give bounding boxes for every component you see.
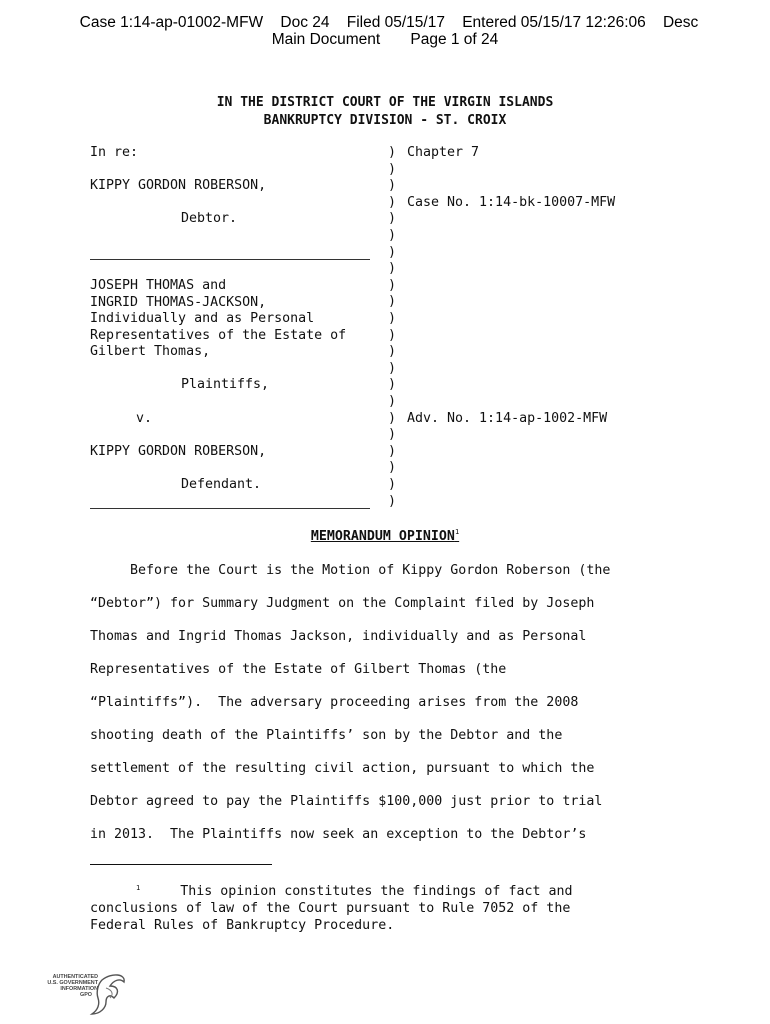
caption-paren: ) bbox=[388, 410, 397, 426]
case-number: Case No. 1:14-bk-10007-MFW bbox=[407, 195, 616, 210]
caption-paren: ) bbox=[388, 294, 397, 310]
caption-paren: ) bbox=[388, 161, 397, 177]
plaintiff-line: INGRID THOMAS-JACKSON, bbox=[90, 295, 267, 310]
body-line: in 2013. The Plaintiffs now seek an exception to the Debtor’s bbox=[90, 827, 587, 842]
gpo-authentication-logo bbox=[40, 970, 130, 1018]
caption-paren: ) bbox=[388, 244, 397, 260]
logo-line3: INFORMATION bbox=[60, 986, 98, 992]
body-line: Before the Court is the Motion of Kippy Gordon Roberson (the bbox=[90, 563, 611, 578]
footnote bbox=[90, 880, 572, 934]
defendant-label: Defendant. bbox=[181, 477, 262, 492]
plaintiff-line: Representatives of the Estate of bbox=[90, 328, 347, 343]
footnote-line1: This opinion constitutes the findings of fact and bbox=[180, 884, 573, 899]
logo-line4: GPO bbox=[80, 992, 92, 998]
versus-label: v. bbox=[136, 411, 153, 426]
filing-stamp-line2: Main Document Page 1 of 24 bbox=[271, 31, 499, 48]
body-line: “Plaintiffs”). The adversary proceeding arises from the 2008 bbox=[90, 695, 579, 710]
caption-paren: ) bbox=[388, 311, 397, 326]
logo-line2: U.S. GOVERNMENT bbox=[47, 980, 98, 986]
caption-paren: ) bbox=[388, 194, 397, 210]
debtor-label: Debtor. bbox=[181, 211, 238, 226]
body-line: “Debtor”) for Summary Judgment on the Complaint filed by Joseph bbox=[90, 596, 595, 611]
caption-paren: ) bbox=[388, 277, 397, 293]
chapter-label: Chapter 7 bbox=[407, 145, 480, 160]
court-heading bbox=[0, 94, 770, 130]
adversary-number: Adv. No. 1:14-ap-1002-MFW bbox=[407, 411, 608, 426]
plaintiff-line: Individually and as Personal bbox=[90, 311, 315, 326]
plaintiff-line: Gilbert Thomas, bbox=[90, 344, 211, 359]
caption-paren: ) bbox=[388, 327, 397, 343]
footnote-marker: 1 bbox=[136, 884, 141, 892]
caption-paren: ) bbox=[388, 178, 397, 194]
logo-line1: AUTHENTICATED bbox=[52, 974, 98, 980]
caption-paren: ) bbox=[388, 443, 397, 459]
title-footnote-marker: 1 bbox=[454, 528, 460, 536]
caption-paren: ) bbox=[388, 261, 397, 277]
plaintiff-line: JOSEPH THOMAS and bbox=[90, 278, 227, 293]
gpo-eagle-icon bbox=[40, 970, 130, 1018]
caption-paren: ) bbox=[388, 228, 397, 243]
caption-paren: ) bbox=[388, 211, 397, 227]
plaintiffs-label: Plaintiffs, bbox=[181, 377, 270, 392]
caption-paren: ) bbox=[388, 460, 397, 476]
caption-paren: ) bbox=[388, 493, 397, 509]
caption-paren: ) bbox=[388, 344, 397, 360]
footnote-line3: Federal Rules of Bankruptcy Procedure. bbox=[90, 918, 395, 933]
document-title bbox=[0, 528, 770, 544]
caption-paren: ) bbox=[388, 360, 397, 376]
filing-stamp-line1: Case 1:14-ap-01002-MFW Doc 24 Filed 05/15/17 Entered 05/15/17 12:26:06 Desc bbox=[79, 14, 699, 31]
debtor-name: KIPPY GORDON ROBERSON, bbox=[90, 178, 267, 193]
body-line: settlement of the resulting civil action, pursuant to which the bbox=[90, 761, 595, 776]
caption-paren: ) bbox=[388, 145, 397, 160]
court-heading-line2: BANKRUPTCY DIVISION - ST. CROIX bbox=[263, 113, 507, 128]
in-re-label: In re: bbox=[90, 145, 139, 160]
caption-paren: ) bbox=[388, 394, 397, 409]
caption-paren: ) bbox=[388, 427, 397, 443]
body-line: Representatives of the Estate of Gilbert Thomas (the bbox=[90, 662, 507, 677]
body-line: Thomas and Ingrid Thomas Jackson, individually and as Personal bbox=[90, 629, 587, 644]
body-line: shooting death of the Plaintiffs’ son by the Debtor and the bbox=[90, 728, 563, 743]
body-line: Debtor agreed to pay the Plaintiffs $100,000 just prior to trial bbox=[90, 794, 603, 809]
footnote-line2: conclusions of law of the Court pursuant to Rule 7052 of the bbox=[90, 901, 571, 916]
caption-divider-upper bbox=[90, 259, 370, 260]
court-heading-line1: IN THE DISTRICT COURT OF THE VIRGIN ISLANDS bbox=[216, 95, 554, 110]
footnote-divider bbox=[90, 864, 272, 865]
document-title-text: MEMORANDUM OPINION bbox=[310, 529, 455, 544]
caption-divider-lower bbox=[90, 508, 370, 509]
defendant-name: KIPPY GORDON ROBERSON, bbox=[90, 444, 267, 459]
filing-stamp bbox=[0, 14, 770, 48]
caption-paren: ) bbox=[388, 477, 397, 492]
caption-paren: ) bbox=[388, 377, 397, 393]
